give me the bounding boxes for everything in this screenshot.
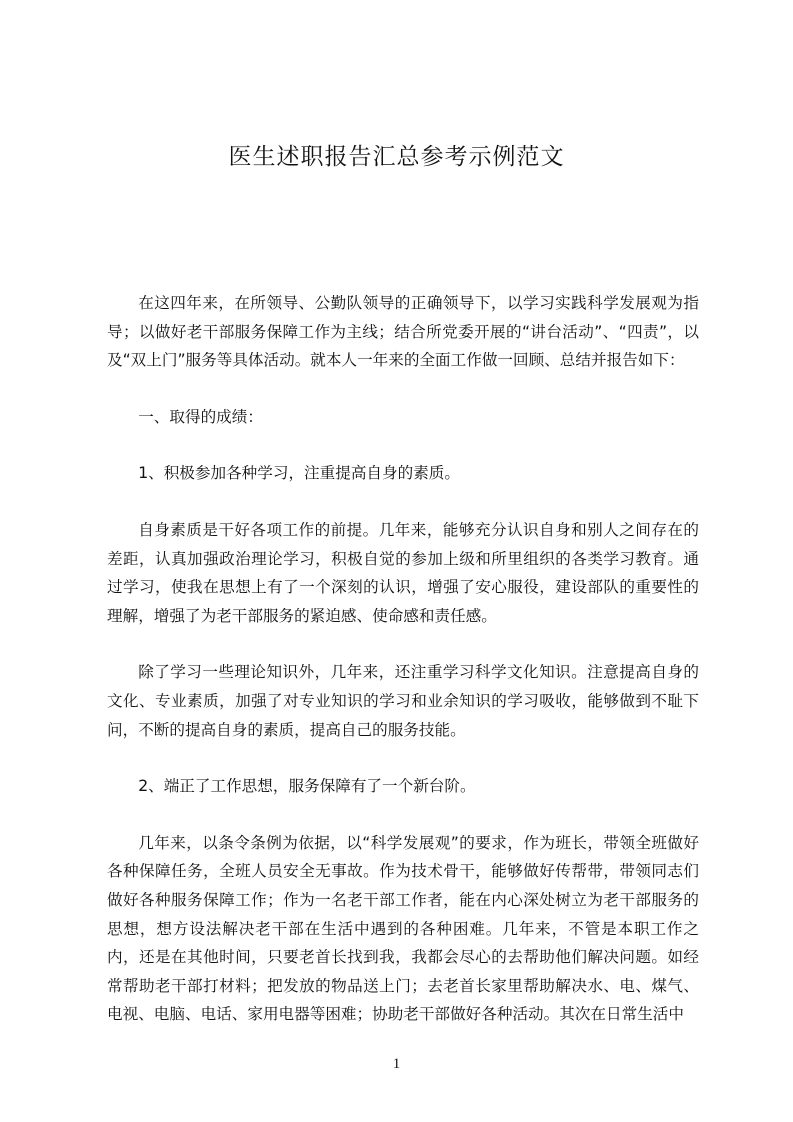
study-paragraph-1: 自身素质是干好各项工作的前提。几年来，能够充分认识自身和别人之间存在的差距，认真加强政治理论学习，积极自觉的参加上级和所里组织的各类学习教育。通过学习，使我在思想上有了一个深刻的认识，增强了安心服役，建设部队的重要性的理解，增强了为老干部服务的紧迫感、使命感和责任感。 — [107, 520, 699, 625]
page-number: 1 — [392, 1056, 401, 1072]
service-paragraph: 几年来，以条令条例为依据，以“科学发展观”的要求，作为班长，带领全班做好各种保障任务，全班人员安全无事故。作为技术骨干，能够做好传帮带，带领同志们做好各种服务保障工作；作为一名老干部工作者，能在内心深处树立为老干部服务的思想，想方设法解决老干部在生活中遇到的各种困难。几年来，不管是本职工作之内，还是在其他时间，只要老首长找到我，我都会尽心的去帮助他们解决问题。如经常帮助老干部打材料；把发放的物品送上门；去老首长家里帮助解决水、电、煤气、电视、电脑、电话、家用电器等困难；协助老干部做好各种活动。其次在日常生活中 — [107, 833, 699, 1024]
document-title: 医生述职报告汇总参考示例范文 — [228, 144, 565, 170]
intro-paragraph: 在这四年来，在所领导、公勤队领导的正确领导下，以学习实践科学发展观为指导；以做好老干部服务保障工作为主线；结合所党委开展的“讲台活动”、“四责”，以及“双上门”服务等具体活动。就本人一年来的全面工作做一回顾、总结并报告如下： — [107, 294, 699, 370]
study-paragraph-2: 除了学习一些理论知识外，几年来，还注重学习科学文化知识。注意提高自身的文化、专业素质，加强了对专业知识的学习和业余知识的学习吸收，能够做到不耻下问，不断的提高自身的素质，提高自己的服务技能。 — [107, 663, 699, 739]
subsection-heading-service: 2、端正了工作思想，服务保障有了一个新台阶。 — [138, 777, 476, 796]
document-body — [107, 289, 699, 1029]
subsection-heading-study: 1、积极参加各种学习，注重提高自身的素质。 — [138, 464, 460, 483]
section-heading-achievements: 一、取得的成绩： — [138, 407, 263, 426]
